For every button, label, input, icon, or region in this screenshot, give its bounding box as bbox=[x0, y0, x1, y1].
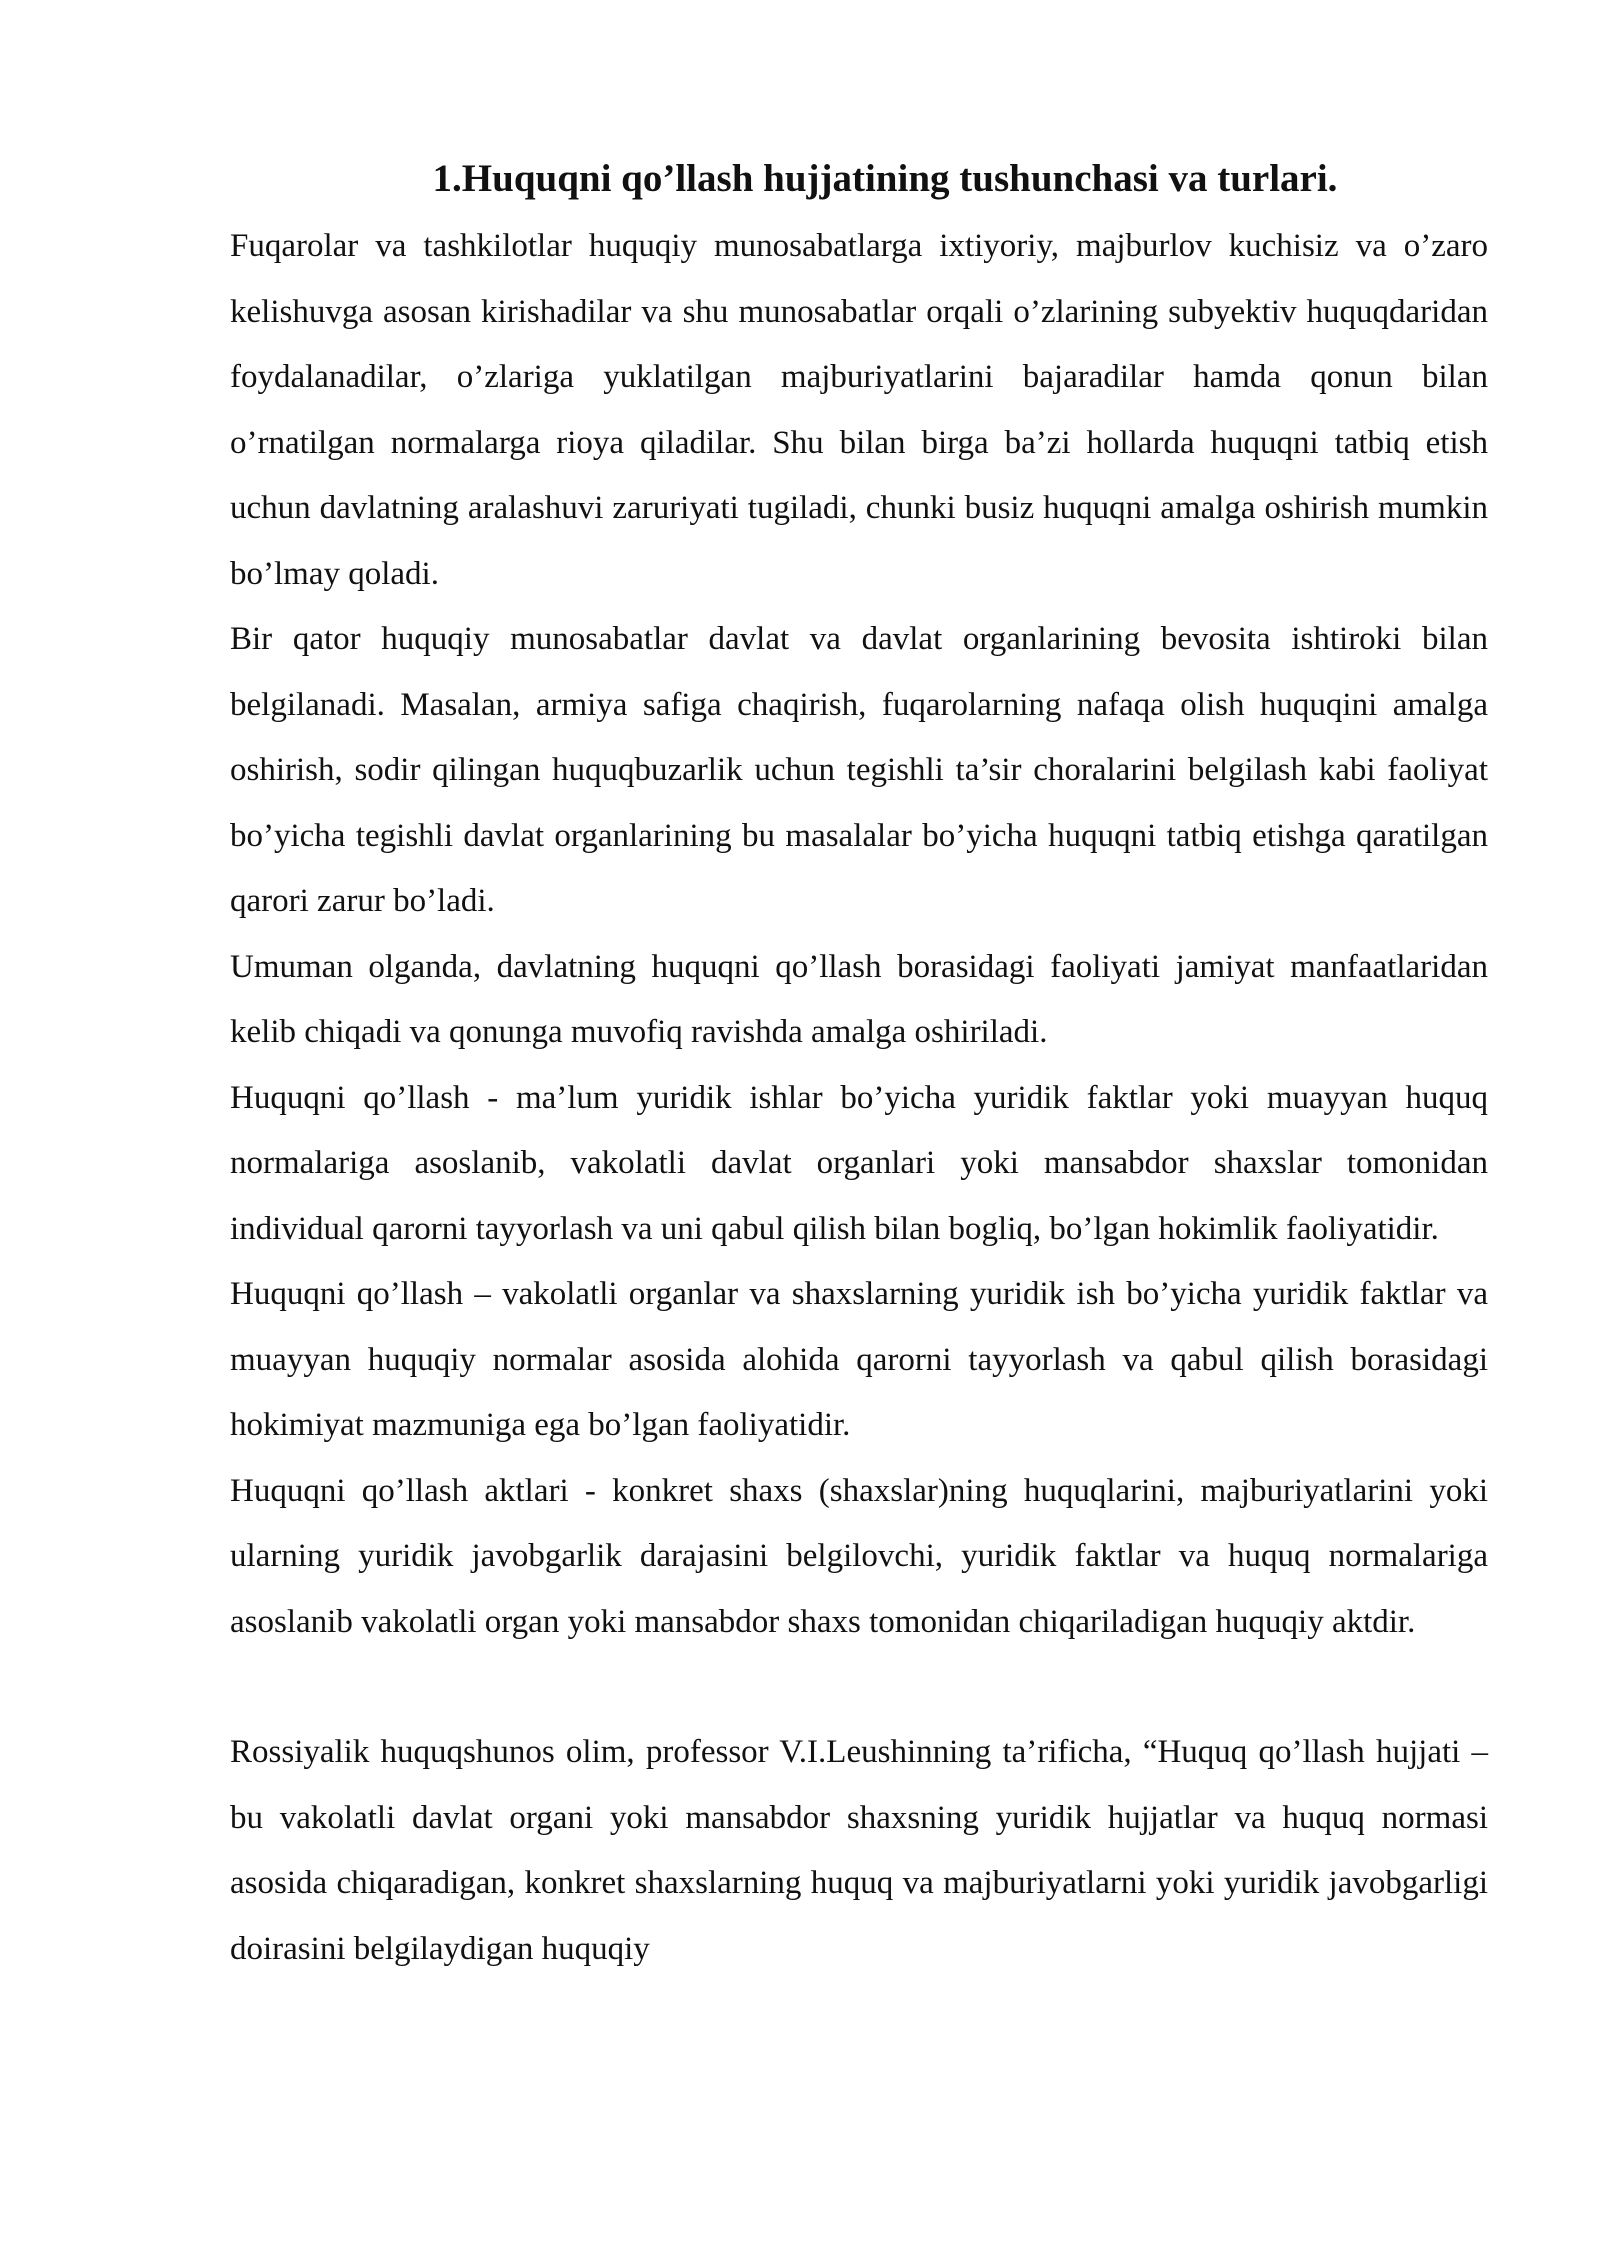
paragraph-1: Fuqarolar va tashkilotlar huquqiy munosabatlarga ixtiyoriy, majburlov kuchisiz va o’zaro kelishuvga asosan kirishadilar va shu munosabatlar orqali o’zlarining subyektiv huquqdaridan foydalanadilar, o’zlariga yuklatilgan majburiyatlarini bajaradilar hamda qonun bilan o’rnatilgan normalarga rioya qiladilar. Shu bilan birga ba’zi hollarda huquqni tatbiq etish uchun davlatning aralashuvi zaruriyati tugiladi, chunki busiz huquqni amalga oshirish mumkin bo’lmay qoladi. bbox=[230, 228, 1488, 592]
paragraph-5: Huquqni qo’llash – vakolatli organlar va shaxslarning yuridik ish bo’yicha yuridik faktlar va muayyan huquqiy normalar asosida alohida qarorni tayyorlash va qabul qilish borasidagi hokimiyat mazmuniga ega bo’lgan faoliyatidir. bbox=[230, 1276, 1488, 1443]
paragraph-spacer bbox=[230, 1655, 1488, 1720]
paragraph-7: Rossiyalik huquqshunos olim, professor V.I.Leushinning ta’rificha, “Huquq qo’llash hujjati – bu vakolatli davlat organi yoki mansabdor shaxsning yuridik hujjatlar va huquq normasi asosida chiqaradigan, konkret shaxslarning huquq va majburiyatlarni yoki yuridik javobgarligi doirasini belgilaydigan huquqiy bbox=[230, 1734, 1488, 1967]
paragraph-2: Bir qator huquqiy munosabatlar davlat va davlat organlarining bevosita ishtiroki bilan belgilanadi. Masalan, armiya safiga chaqirish, fuqarolarning nafaqa olish huquqini amalga oshirish, sodir qilingan huquqbuzarlik uchun tegishli ta’sir choralarini belgilash kabi faoliyat bo’yicha tegishli davlat organlarining bu masalalar bo’yicha huquqni tatbiq etishga qaratilgan qarori zarur bo’ladi. bbox=[230, 621, 1488, 919]
paragraph-3: Umuman olganda, davlatning huquqni qo’llash borasidagi faoliyati jamiyat manfaatlaridan kelib chiqadi va qonunga muvofiq ravishda amalga oshiriladi. bbox=[230, 948, 1488, 1050]
paragraph-6: Huquqni qo’llash aktlari - konkret shaxs (shaxslar)ning huquqlarini, majburiyatlarini yoki ularning yuridik javobgarlik darajasini belgilovchi, yuridik faktlar va huquq normalariga asoslanib vakolatli organ yoki mansabdor shaxs tomonidan chiqariladigan huquqiy aktdir. bbox=[230, 1472, 1488, 1640]
paragraph-4: Huquqni qo’llash - ma’lum yuridik ishlar bo’yicha yuridik faktlar yoki muayyan huquq normalariga asoslanib, vakolatli davlat organlari yoki mansabdor shaxslar tomonidan individual qarorni tayyorlash va uni qabul qilish bilan bogliq, bo’lgan hokimlik faoliyatidir. bbox=[230, 1079, 1488, 1247]
document-page bbox=[230, 150, 1488, 1982]
document-title: 1.Huquqni qo’llash hujjatining tushunchasi va turlari. bbox=[432, 157, 1338, 200]
